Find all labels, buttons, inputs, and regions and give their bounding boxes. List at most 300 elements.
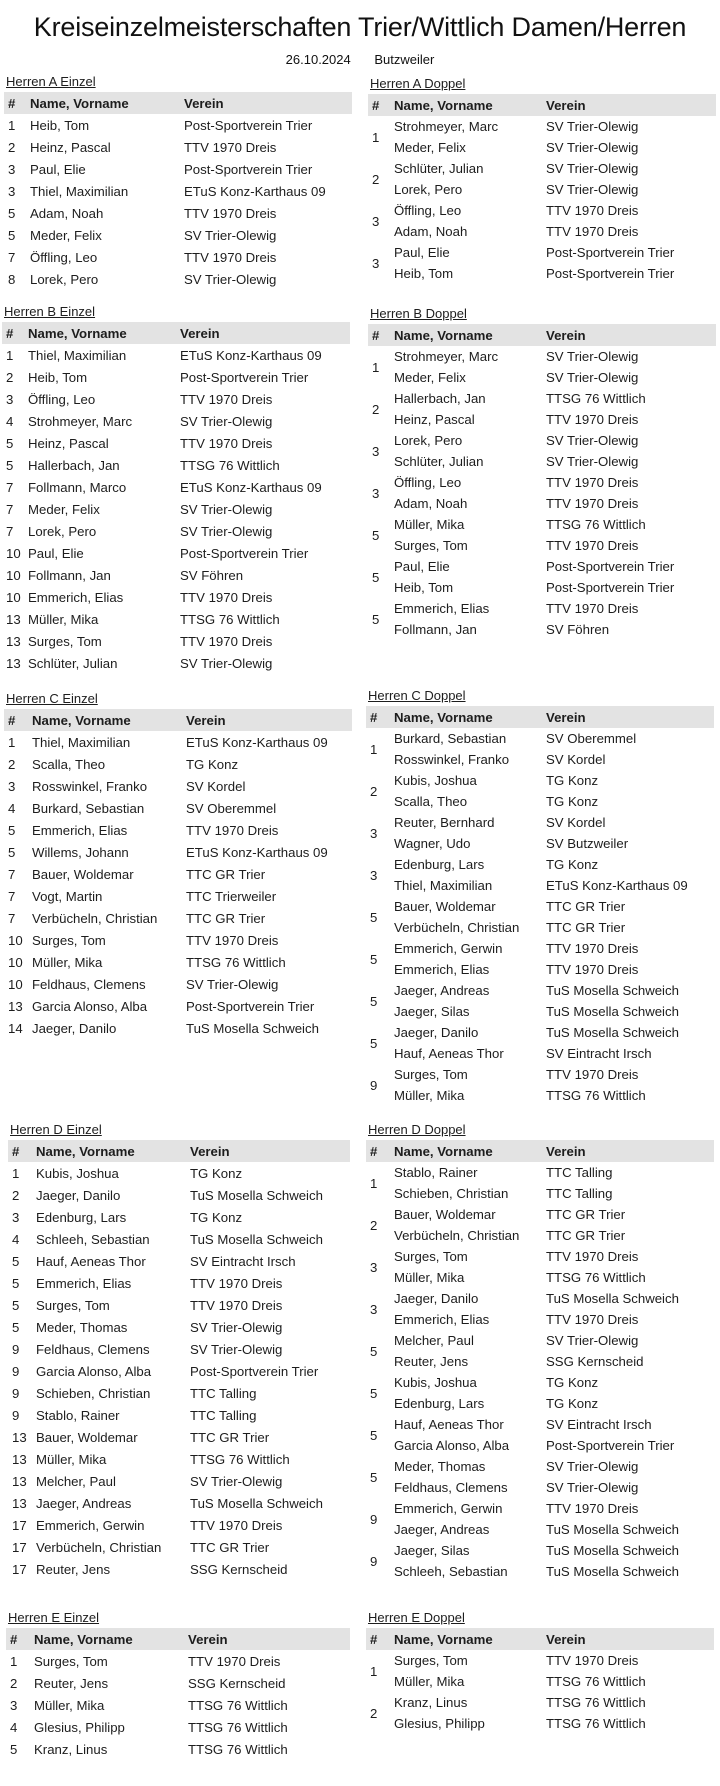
- results-table: [366, 1628, 714, 1734]
- rank-cell: 1: [10, 1653, 18, 1669]
- header-club: Verein: [542, 94, 716, 116]
- section-b-einzel: [2, 304, 350, 674]
- table-row: [8, 1514, 350, 1536]
- club-name: SV Trier-Olewig: [184, 271, 277, 287]
- club-name: Post-Sportverein Trier: [546, 559, 675, 574]
- club-name: TTSG 76 Wittlich: [190, 1451, 290, 1467]
- table-row: [2, 388, 350, 410]
- player-name: Jaeger, Danilo: [36, 1187, 121, 1203]
- club-name: TTSG 76 Wittlich: [546, 391, 646, 406]
- club-name: SV Trier-Olewig: [180, 501, 273, 517]
- player-name: Thiel, Maximilian: [32, 734, 131, 750]
- rank-cell: 1: [372, 359, 380, 375]
- header-name: Name, Vorname: [32, 1140, 186, 1162]
- club-name: ETuS Konz-Karthaus 09: [186, 734, 328, 750]
- club-name: SV Eintracht Irsch: [190, 1253, 296, 1269]
- rank-cell: 7: [8, 910, 16, 926]
- rank-cell: 4: [12, 1231, 20, 1247]
- header-club: Verein: [542, 706, 714, 728]
- table-row: [2, 564, 350, 586]
- club-name: SSG Kernscheid: [190, 1561, 288, 1577]
- table-row: [4, 907, 352, 929]
- player-name: Paul, Elie: [394, 245, 450, 260]
- table-row: [368, 388, 716, 409]
- club-name: TTV 1970 Dreis: [546, 203, 639, 218]
- club-name: TTV 1970 Dreis: [546, 1501, 639, 1516]
- rank-cell: 5: [370, 951, 378, 967]
- table-row: [6, 1694, 350, 1716]
- table-row: [8, 1382, 350, 1404]
- player-name: Öffling, Leo: [394, 203, 462, 218]
- rank-cell: 13: [6, 611, 21, 627]
- club-name: SV Trier-Olewig: [546, 1459, 639, 1474]
- player-name: Stablo, Rainer: [394, 1165, 478, 1180]
- table-row: [4, 136, 352, 158]
- club-name: TTV 1970 Dreis: [546, 1312, 639, 1327]
- club-name: SSG Kernscheid: [546, 1354, 644, 1369]
- club-name: TTV 1970 Dreis: [190, 1297, 283, 1313]
- section-d-einzel: [8, 1122, 350, 1580]
- rank-cell: 1: [8, 117, 16, 133]
- player-name: Schlüter, Julian: [28, 655, 118, 671]
- club-name: SV Trier-Olewig: [190, 1341, 283, 1357]
- rank-cell: 9: [12, 1407, 20, 1423]
- player-name: Hauf, Aeneas Thor: [36, 1253, 146, 1269]
- club-name: TuS Mosella Schweich: [546, 1291, 679, 1306]
- player-name: Hauf, Aeneas Thor: [394, 1046, 504, 1061]
- header-name: Name, Vorname: [390, 706, 542, 728]
- player-name: Glesius, Philipp: [394, 1716, 485, 1731]
- section-title: Herren C Einzel: [6, 691, 98, 706]
- section-title: Herren C Doppel: [368, 688, 466, 703]
- rank-cell: 7: [6, 501, 14, 517]
- club-name: SV Kordel: [546, 752, 606, 767]
- club-name: Post-Sportverein Trier: [180, 369, 309, 385]
- table-row: [8, 1404, 350, 1426]
- results-table: [2, 322, 350, 674]
- table-row: [2, 498, 350, 520]
- player-name: Reuter, Bernhard: [394, 815, 495, 830]
- table-header-row: [366, 1628, 714, 1650]
- table-row: [366, 1650, 714, 1671]
- table-row-partner: [368, 451, 716, 472]
- club-name: SV Trier-Olewig: [546, 454, 639, 469]
- player-name: Emmerich, Gerwin: [394, 1501, 503, 1516]
- table-row-partner: [368, 137, 716, 158]
- table-row: [368, 472, 716, 493]
- table-row: [366, 812, 714, 833]
- section-b-doppel: [368, 306, 716, 640]
- rank-cell: 5: [370, 909, 378, 925]
- club-name: SV Kordel: [546, 815, 606, 830]
- player-name: Feldhaus, Clemens: [394, 1480, 508, 1495]
- rank-cell: 7: [8, 888, 16, 904]
- rank-cell: 3: [370, 867, 378, 883]
- club-name: TuS Mosella Schweich: [546, 1522, 679, 1537]
- rank-cell: 2: [6, 369, 14, 385]
- table-row-partner: [366, 917, 714, 938]
- table-row: [2, 542, 350, 564]
- table-row: [368, 116, 716, 137]
- club-name: TTC GR Trier: [546, 899, 626, 914]
- table-row: [4, 885, 352, 907]
- table-row-partner: [368, 409, 716, 430]
- results-table: [368, 324, 716, 640]
- player-name: Paul, Elie: [30, 161, 86, 177]
- table-row: [366, 1162, 714, 1183]
- player-name: Meder, Thomas: [394, 1459, 486, 1474]
- section-e-einzel: [6, 1610, 350, 1760]
- player-name: Paul, Elie: [394, 559, 450, 574]
- table-row-partner: [366, 1519, 714, 1540]
- player-name: Kubis, Joshua: [394, 773, 477, 788]
- table-row: [4, 268, 352, 290]
- player-name: Bauer, Woldemar: [36, 1429, 138, 1445]
- club-name: TG Konz: [546, 773, 599, 788]
- table-row-partner: [366, 875, 714, 896]
- club-name: TTC GR Trier: [546, 1228, 626, 1243]
- table-row: [368, 598, 716, 619]
- club-name: TTC GR Trier: [546, 1207, 626, 1222]
- table-row: [368, 556, 716, 577]
- table-row-partner: [366, 749, 714, 770]
- table-row: [366, 1414, 714, 1435]
- club-name: Post-Sportverein Trier: [180, 545, 309, 561]
- table-row: [366, 1372, 714, 1393]
- club-name: SV Eintracht Irsch: [546, 1046, 652, 1061]
- club-name: TuS Mosella Schweich: [190, 1231, 323, 1247]
- section-title: Herren A Einzel: [6, 74, 96, 89]
- player-name: Heib, Tom: [394, 266, 454, 281]
- rank-cell: 3: [10, 1697, 18, 1713]
- player-name: Thiel, Maximilian: [30, 183, 129, 199]
- table-row: [8, 1184, 350, 1206]
- player-name: Meder, Felix: [30, 227, 102, 243]
- table-row: [2, 652, 350, 674]
- club-name: SV Trier-Olewig: [546, 1480, 639, 1495]
- club-name: TTC GR Trier: [190, 1539, 270, 1555]
- player-name: Schieben, Christian: [36, 1385, 151, 1401]
- table-row: [366, 770, 714, 791]
- club-name: TTSG 76 Wittlich: [188, 1741, 288, 1757]
- header-rank: #: [368, 94, 390, 116]
- table-row: [4, 995, 352, 1017]
- section-title: Herren D Doppel: [368, 1122, 466, 1137]
- club-name: SV Trier-Olewig: [546, 182, 639, 197]
- header-rank: #: [4, 709, 28, 731]
- player-name: Melcher, Paul: [394, 1333, 474, 1348]
- rank-cell: 8: [8, 271, 16, 287]
- table-row-partner: [368, 263, 716, 284]
- player-name: Jaeger, Silas: [394, 1543, 470, 1558]
- rank-cell: 5: [370, 1469, 378, 1485]
- header-name: Name, Vorname: [390, 324, 542, 346]
- table-row: [4, 841, 352, 863]
- player-name: Jaeger, Andreas: [394, 983, 490, 998]
- club-name: TTC Talling: [190, 1407, 257, 1423]
- player-name: Garcia Alonso, Alba: [394, 1438, 510, 1453]
- club-name: TG Konz: [190, 1209, 243, 1225]
- player-name: Scalla, Theo: [32, 756, 106, 772]
- player-name: Kranz, Linus: [34, 1741, 108, 1757]
- header-club: Verein: [182, 709, 352, 731]
- rank-cell: 3: [372, 485, 380, 501]
- table-row: [6, 1716, 350, 1738]
- player-name: Bauer, Woldemar: [394, 1207, 496, 1222]
- table-row: [368, 430, 716, 451]
- table-row: [4, 929, 352, 951]
- player-name: Emmerich, Elias: [36, 1275, 132, 1291]
- player-name: Jaeger, Danilo: [394, 1291, 479, 1306]
- header-name: Name, Vorname: [30, 1628, 184, 1650]
- player-name: Glesius, Philipp: [34, 1719, 125, 1735]
- club-name: SV Trier-Olewig: [546, 1333, 639, 1348]
- header-name: Name, Vorname: [26, 92, 180, 114]
- player-name: Adam, Noah: [394, 224, 468, 239]
- player-name: Thiel, Maximilian: [394, 878, 493, 893]
- player-name: Verbücheln, Christian: [36, 1539, 162, 1555]
- player-name: Adam, Noah: [394, 496, 468, 511]
- player-name: Jaeger, Danilo: [32, 1020, 117, 1036]
- player-name: Reuter, Jens: [34, 1675, 109, 1691]
- club-name: SV Trier-Olewig: [546, 119, 639, 134]
- club-name: SV Föhren: [546, 622, 610, 637]
- table-row: [4, 951, 352, 973]
- player-name: Müller, Mika: [394, 1674, 465, 1689]
- rank-cell: 1: [12, 1165, 20, 1181]
- table-row-partner: [366, 1671, 714, 1692]
- rank-cell: 2: [8, 139, 16, 155]
- player-name: Surges, Tom: [394, 538, 468, 553]
- event-date: 26.10.2024: [285, 52, 351, 67]
- player-name: Surges, Tom: [36, 1297, 110, 1313]
- table-row: [8, 1272, 350, 1294]
- table-row: [366, 1246, 714, 1267]
- rank-cell: 9: [12, 1363, 20, 1379]
- table-row-partner: [368, 535, 716, 556]
- table-row: [366, 854, 714, 875]
- club-name: SV Trier-Olewig: [180, 413, 273, 429]
- table-row: [8, 1558, 350, 1580]
- rank-cell: 2: [370, 1705, 378, 1721]
- rank-cell: 5: [370, 1343, 378, 1359]
- table-header-row: [368, 94, 716, 116]
- club-name: TTC GR Trier: [546, 920, 626, 935]
- club-name: TTSG 76 Wittlich: [180, 611, 280, 627]
- table-row-partner: [366, 1561, 714, 1582]
- rank-cell: 10: [8, 932, 23, 948]
- header-rank: #: [366, 706, 390, 728]
- header-club: Verein: [542, 324, 716, 346]
- club-name: TTSG 76 Wittlich: [186, 954, 286, 970]
- table-row: [4, 863, 352, 885]
- club-name: SV Trier-Olewig: [546, 370, 639, 385]
- header-club: Verein: [542, 1140, 714, 1162]
- club-name: TTV 1970 Dreis: [546, 1653, 639, 1668]
- player-name: Müller, Mika: [36, 1451, 107, 1467]
- table-row: [2, 608, 350, 630]
- table-row: [4, 224, 352, 246]
- table-row: [366, 1288, 714, 1309]
- club-name: SV Trier-Olewig: [546, 433, 639, 448]
- player-name: Emmerich, Elias: [32, 822, 128, 838]
- club-name: TTV 1970 Dreis: [188, 1653, 281, 1669]
- table-row-partner: [366, 1183, 714, 1204]
- rank-cell: 13: [6, 655, 21, 671]
- table-row: [4, 1017, 352, 1039]
- rank-cell: 4: [6, 413, 14, 429]
- section-title: Herren A Doppel: [370, 76, 466, 91]
- club-name: ETuS Konz-Karthaus 09: [186, 844, 328, 860]
- rank-cell: 4: [8, 800, 16, 816]
- rank-cell: 5: [370, 1385, 378, 1401]
- table-row: [8, 1536, 350, 1558]
- player-name: Emmerich, Gerwin: [394, 941, 503, 956]
- table-row: [2, 410, 350, 432]
- table-row-partner: [366, 1713, 714, 1734]
- player-name: Follmann, Jan: [394, 622, 477, 637]
- table-header-row: [4, 92, 352, 114]
- club-name: TTC GR Trier: [186, 866, 266, 882]
- table-header-row: [6, 1628, 350, 1650]
- club-name: TTV 1970 Dreis: [546, 941, 639, 956]
- rank-cell: 7: [8, 249, 16, 265]
- rank-cell: 2: [12, 1187, 20, 1203]
- player-name: Schlüter, Julian: [394, 454, 484, 469]
- player-name: Kubis, Joshua: [394, 1375, 477, 1390]
- club-name: ETuS Konz-Karthaus 09: [546, 878, 688, 893]
- player-name: Follmann, Jan: [28, 567, 111, 583]
- player-name: Follmann, Marco: [28, 479, 127, 495]
- event-location: Butzweiler: [374, 52, 435, 67]
- player-name: Jaeger, Andreas: [394, 1522, 490, 1537]
- table-row: [368, 514, 716, 535]
- rank-cell: 2: [8, 756, 16, 772]
- rank-cell: 9: [12, 1385, 20, 1401]
- rank-cell: 3: [8, 183, 16, 199]
- player-name: Strohmeyer, Marc: [394, 119, 499, 134]
- table-row: [8, 1206, 350, 1228]
- rank-cell: 2: [372, 171, 380, 187]
- player-name: Meder, Felix: [394, 140, 466, 155]
- results-table: [368, 94, 716, 284]
- rank-cell: 9: [12, 1341, 20, 1357]
- results-table: [366, 1140, 714, 1582]
- club-name: TTV 1970 Dreis: [546, 538, 639, 553]
- player-name: Bauer, Woldemar: [394, 899, 496, 914]
- rank-cell: 2: [370, 783, 378, 799]
- club-name: SV Trier-Olewig: [186, 976, 279, 992]
- player-name: Strohmeyer, Marc: [394, 349, 499, 364]
- table-row: [368, 242, 716, 263]
- rank-cell: 1: [372, 129, 380, 145]
- club-name: SV Trier-Olewig: [190, 1319, 283, 1335]
- rank-cell: 3: [370, 1301, 378, 1317]
- player-name: Emmerich, Elias: [394, 962, 490, 977]
- player-name: Öffling, Leo: [394, 475, 462, 490]
- rank-cell: 5: [372, 611, 380, 627]
- rank-cell: 10: [6, 589, 21, 605]
- section-title: Herren B Einzel: [4, 304, 96, 319]
- player-name: Surges, Tom: [34, 1653, 108, 1669]
- header-rank: #: [366, 1628, 390, 1650]
- header-rank: #: [8, 1140, 32, 1162]
- table-row: [368, 158, 716, 179]
- rank-cell: 3: [6, 391, 14, 407]
- table-row: [4, 180, 352, 202]
- club-name: TTV 1970 Dreis: [184, 139, 277, 155]
- club-name: TuS Mosella Schweich: [546, 1543, 679, 1558]
- club-name: SV Trier-Olewig: [546, 349, 639, 364]
- table-row-partner: [368, 367, 716, 388]
- table-row: [366, 1498, 714, 1519]
- player-name: Wagner, Udo: [394, 836, 471, 851]
- header-rank: #: [368, 324, 390, 346]
- player-name: Garcia Alonso, Alba: [36, 1363, 152, 1379]
- results-table: [4, 709, 352, 1039]
- club-name: TTSG 76 Wittlich: [188, 1719, 288, 1735]
- rank-cell: 5: [6, 457, 14, 473]
- player-name: Lorek, Pero: [28, 523, 97, 539]
- player-name: Lorek, Pero: [394, 433, 463, 448]
- rank-cell: 2: [10, 1675, 18, 1691]
- club-name: TTSG 76 Wittlich: [546, 1716, 646, 1731]
- player-name: Müller, Mika: [28, 611, 99, 627]
- rank-cell: 5: [12, 1253, 20, 1269]
- club-name: SV Föhren: [180, 567, 244, 583]
- rank-cell: 3: [372, 255, 380, 271]
- club-name: TTC Trierweiler: [186, 888, 277, 904]
- header-club: Verein: [176, 322, 350, 344]
- player-name: Heinz, Pascal: [30, 139, 111, 155]
- player-name: Bauer, Woldemar: [32, 866, 134, 882]
- player-name: Hallerbach, Jan: [394, 391, 486, 406]
- club-name: TTV 1970 Dreis: [546, 475, 639, 490]
- table-row: [8, 1294, 350, 1316]
- club-name: TG Konz: [190, 1165, 243, 1181]
- club-name: Post-Sportverein Trier: [184, 117, 313, 133]
- rank-cell: 13: [12, 1495, 27, 1511]
- club-name: ETuS Konz-Karthaus 09: [180, 479, 322, 495]
- table-row-partner: [368, 221, 716, 242]
- table-row-partner: [368, 179, 716, 200]
- player-name: Müller, Mika: [394, 517, 465, 532]
- player-name: Paul, Elie: [28, 545, 84, 561]
- player-name: Müller, Mika: [32, 954, 103, 970]
- player-name: Rosswinkel, Franko: [32, 778, 148, 794]
- club-name: SV Trier-Olewig: [184, 227, 277, 243]
- player-name: Hallerbach, Jan: [28, 457, 120, 473]
- table-row: [2, 344, 350, 366]
- player-name: Heinz, Pascal: [28, 435, 109, 451]
- club-name: TTSG 76 Wittlich: [188, 1697, 288, 1713]
- player-name: Rosswinkel, Franko: [394, 752, 510, 767]
- table-row-partner: [366, 1267, 714, 1288]
- club-name: Post-Sportverein Trier: [190, 1363, 319, 1379]
- header-name: Name, Vorname: [24, 322, 176, 344]
- table-row: [366, 1692, 714, 1713]
- club-name: TTSG 76 Wittlich: [546, 1695, 646, 1710]
- table-row: [366, 896, 714, 917]
- table-row: [366, 938, 714, 959]
- rank-cell: 10: [8, 954, 23, 970]
- club-name: SV Trier-Olewig: [546, 140, 639, 155]
- rank-cell: 5: [8, 205, 16, 221]
- club-name: ETuS Konz-Karthaus 09: [180, 347, 322, 363]
- player-name: Schleeh, Sebastian: [394, 1564, 508, 1579]
- header-rank: #: [4, 92, 26, 114]
- club-name: TTC Talling: [190, 1385, 257, 1401]
